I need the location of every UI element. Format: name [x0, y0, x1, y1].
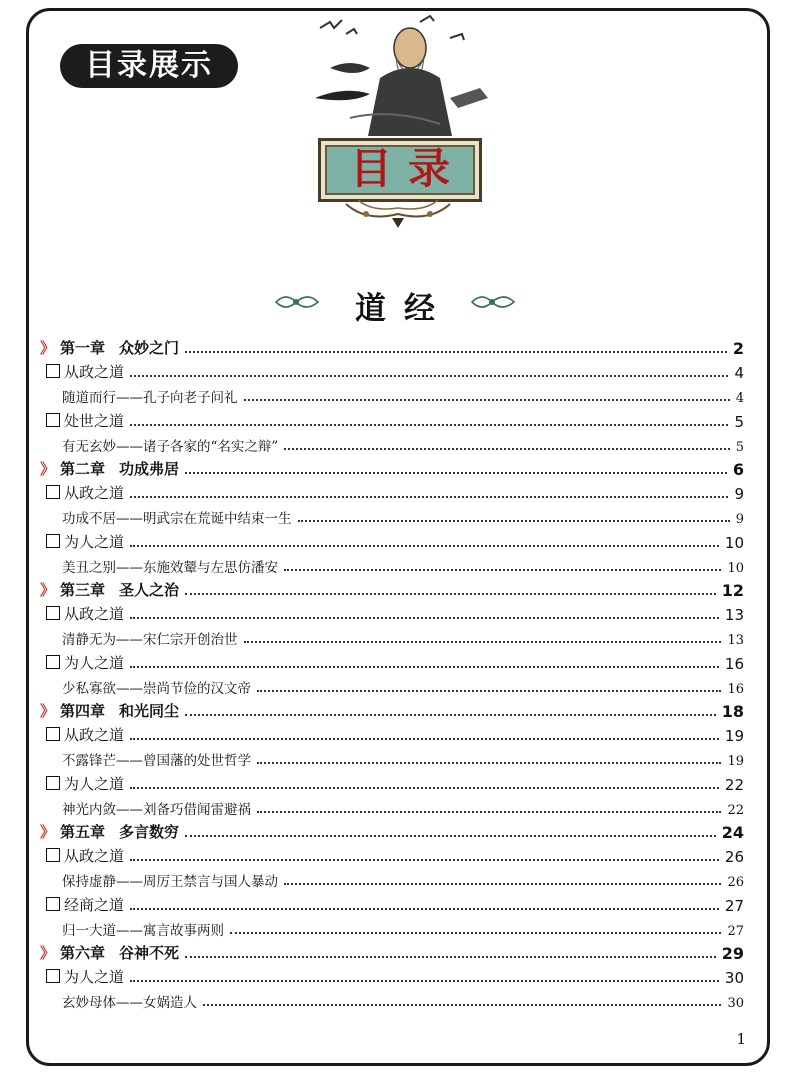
- toc-page-number: 18: [721, 702, 744, 721]
- toc-page-number: 30: [727, 996, 744, 1012]
- toc-page-number: 5: [735, 439, 744, 455]
- toc-section-row[interactable]: [40, 723, 744, 745]
- chapter-number: 第三章: [60, 581, 106, 599]
- toc-title: 目录: [349, 144, 466, 193]
- dot-leader: [130, 787, 719, 789]
- chapter-marker-icon: 》: [40, 581, 53, 599]
- section-label: [40, 724, 124, 745]
- toc-page-number: 9: [735, 512, 744, 528]
- dot-leader: [130, 908, 719, 910]
- chapter-marker-icon: 》: [40, 823, 53, 841]
- page-number: 1: [736, 1030, 746, 1048]
- chapter-name: 众妙之门: [119, 339, 180, 357]
- section-label: [40, 894, 124, 915]
- section-text: 处世之道: [64, 411, 125, 430]
- toc-page-number: 26: [727, 875, 744, 891]
- chapter-label: [40, 458, 179, 479]
- section-label: [40, 410, 124, 431]
- toc-page-number: 2: [732, 339, 744, 358]
- checkbox-square-icon: [46, 485, 60, 499]
- chapter-name: 多言数穷: [119, 823, 180, 841]
- dot-leader: [244, 399, 730, 401]
- chapter-marker-icon: 》: [40, 460, 53, 478]
- dot-leader: [130, 496, 728, 498]
- toc-section-row[interactable]: [40, 360, 744, 382]
- toc-page-number: 6: [732, 460, 744, 479]
- toc-section-row[interactable]: [40, 651, 744, 673]
- section-text: 从政之道: [64, 847, 125, 866]
- toc-story-row[interactable]: [40, 433, 744, 455]
- toc-story-row[interactable]: [40, 747, 744, 769]
- toc-story-row[interactable]: [40, 917, 744, 939]
- section-label: [40, 652, 124, 673]
- chapter-name: 功成弗居: [119, 460, 180, 478]
- chapter-marker-icon: 》: [40, 702, 53, 720]
- toc-chapter-row[interactable]: [40, 578, 744, 600]
- checkbox-square-icon: [46, 776, 60, 790]
- dot-leader: [185, 351, 727, 353]
- story-label: 随道而行——孔子向老子问礼: [62, 390, 238, 407]
- toc-page-number: 19: [727, 754, 744, 770]
- section-label: [40, 361, 124, 382]
- toc-page-number: 16: [727, 681, 744, 697]
- dot-leader: [130, 738, 719, 740]
- chapter-marker-icon: 》: [40, 339, 53, 357]
- section-text: 从政之道: [64, 726, 125, 745]
- toc-title-plaque: [318, 138, 482, 202]
- story-label: 少私寡欲——崇尚节俭的汉文帝: [62, 680, 251, 697]
- toc-page-number: 19: [724, 727, 744, 746]
- toc-page-number: 29: [721, 944, 744, 963]
- toc-page-number: 30: [724, 969, 744, 988]
- dot-leader: [185, 956, 716, 958]
- toc-chapter-row[interactable]: [40, 941, 744, 963]
- chapter-name: 和光同尘: [119, 702, 180, 720]
- story-label: 玄妙母体——女娲造人: [62, 995, 197, 1012]
- dot-leader: [130, 980, 719, 982]
- chapter-marker-icon: 》: [40, 944, 53, 962]
- toc-page-number: 10: [724, 533, 744, 552]
- toc-page-number: 5: [734, 412, 744, 431]
- toc-section-row[interactable]: [40, 844, 744, 866]
- chapter-name: 圣人之治: [119, 581, 180, 599]
- section-label: [40, 966, 124, 987]
- chapter-label: [40, 942, 179, 963]
- dot-leader: [185, 593, 716, 595]
- toc-page-number: 26: [724, 848, 744, 867]
- toc-page-number: 24: [721, 823, 744, 842]
- dot-leader: [298, 520, 730, 522]
- toc-story-row[interactable]: [40, 868, 744, 890]
- toc-page-number: 12: [721, 581, 744, 600]
- chapter-number: 第一章: [60, 339, 106, 357]
- toc-story-row[interactable]: [40, 675, 744, 697]
- dot-leader: [130, 617, 719, 619]
- section-label: [40, 482, 124, 503]
- toc-page-number: 22: [724, 775, 744, 794]
- section-text: 从政之道: [64, 484, 125, 503]
- dot-leader: [130, 545, 719, 547]
- chapter-number: 第四章: [60, 702, 106, 720]
- toc-chapter-row[interactable]: [40, 699, 744, 721]
- chapter-label: [40, 700, 179, 721]
- toc-badge: 目录展示: [60, 44, 238, 88]
- checkbox-square-icon: [46, 606, 60, 620]
- chapter-number: 第五章: [60, 823, 106, 841]
- toc-section-row[interactable]: [40, 602, 744, 624]
- toc-chapter-row[interactable]: [40, 336, 744, 358]
- section-text: 为人之道: [64, 532, 125, 551]
- checkbox-square-icon: [46, 897, 60, 911]
- toc-page-number: 9: [734, 485, 744, 504]
- chapter-number: 第六章: [60, 944, 106, 962]
- toc-story-row[interactable]: [40, 626, 744, 648]
- checkbox-square-icon: [46, 848, 60, 862]
- checkbox-square-icon: [46, 364, 60, 378]
- toc-section-row[interactable]: [40, 965, 744, 987]
- toc-section-row[interactable]: [40, 481, 744, 503]
- section-text: 从政之道: [64, 605, 125, 624]
- toc-story-row[interactable]: [40, 796, 744, 818]
- dot-leader: [185, 714, 716, 716]
- toc-page-number: 13: [727, 633, 744, 649]
- checkbox-square-icon: [46, 969, 60, 983]
- chapter-number: 第二章: [60, 460, 106, 478]
- dot-leader: [284, 883, 721, 885]
- dot-leader: [130, 424, 728, 426]
- story-label: 功成不居——明武宗在荒诞中结束一生: [62, 511, 292, 528]
- toc-section-row[interactable]: [40, 409, 744, 431]
- toc-section-row[interactable]: [40, 530, 744, 552]
- section-label: [40, 603, 124, 624]
- chapter-label: [40, 821, 179, 842]
- dot-leader: [257, 811, 721, 813]
- sage-illustration: [300, 8, 500, 138]
- toc-page-number: 22: [727, 802, 744, 818]
- dot-leader: [257, 690, 721, 692]
- flourish-ornament: [336, 196, 460, 232]
- toc-story-row[interactable]: [40, 989, 744, 1011]
- story-label: 清静无为——宋仁宗开创治世: [62, 632, 238, 649]
- dot-leader: [130, 666, 719, 668]
- section-text: 从政之道: [64, 363, 125, 382]
- dot-leader: [185, 835, 716, 837]
- right-ornament: [468, 292, 518, 312]
- toc-page-number: 13: [724, 606, 744, 625]
- story-label: 神光内敛——刘备巧借闻雷避祸: [62, 801, 251, 818]
- toc-chapter-row[interactable]: [40, 820, 744, 842]
- section-text: 为人之道: [64, 774, 125, 793]
- section-label: [40, 773, 124, 794]
- toc-page-number: 27: [724, 896, 744, 915]
- story-label: 美丑之别——东施效颦与左思仿潘安: [62, 559, 278, 576]
- toc-page-number: 27: [727, 923, 744, 939]
- dot-leader: [185, 472, 727, 474]
- dot-leader: [203, 1004, 721, 1006]
- checkbox-square-icon: [46, 534, 60, 548]
- checkbox-square-icon: [46, 413, 60, 427]
- section-text: 为人之道: [64, 968, 125, 987]
- section-label: [40, 845, 124, 866]
- chapter-label: [40, 337, 179, 358]
- story-label: 不露锋芒——曾国藩的处世哲学: [62, 753, 251, 770]
- dot-leader: [130, 375, 728, 377]
- dot-leader: [257, 762, 721, 764]
- dot-leader: [284, 569, 721, 571]
- toc-section-row[interactable]: [40, 893, 744, 915]
- dot-leader: [244, 641, 722, 643]
- story-label: 保持虚静——周厉王禁言与国人暴动: [62, 874, 278, 891]
- toc-story-row[interactable]: [40, 505, 744, 527]
- toc-page-number: 16: [724, 654, 744, 673]
- toc-section-row[interactable]: [40, 772, 744, 794]
- chapter-label: [40, 579, 179, 600]
- toc-story-row[interactable]: [40, 554, 744, 576]
- dot-leader: [284, 448, 729, 450]
- toc-page-number: 4: [735, 391, 744, 407]
- dot-leader: [130, 859, 719, 861]
- checkbox-square-icon: [46, 655, 60, 669]
- section-label: [40, 531, 124, 552]
- section-text: 经商之道: [64, 895, 125, 914]
- section-text: 为人之道: [64, 653, 125, 672]
- checkbox-square-icon: [46, 727, 60, 741]
- toc-page-number: 10: [727, 560, 744, 576]
- dot-leader: [230, 932, 721, 934]
- toc-page-number: 4: [734, 364, 744, 383]
- toc-story-row[interactable]: [40, 384, 744, 406]
- toc-chapter-row[interactable]: [40, 457, 744, 479]
- chapter-name: 谷神不死: [119, 944, 180, 962]
- story-label: 有无玄妙——诸子各家的“名实之辩”: [62, 438, 279, 455]
- section-title: 道经: [355, 291, 453, 327]
- story-label: 归一大道——寓言故事两则: [62, 922, 224, 939]
